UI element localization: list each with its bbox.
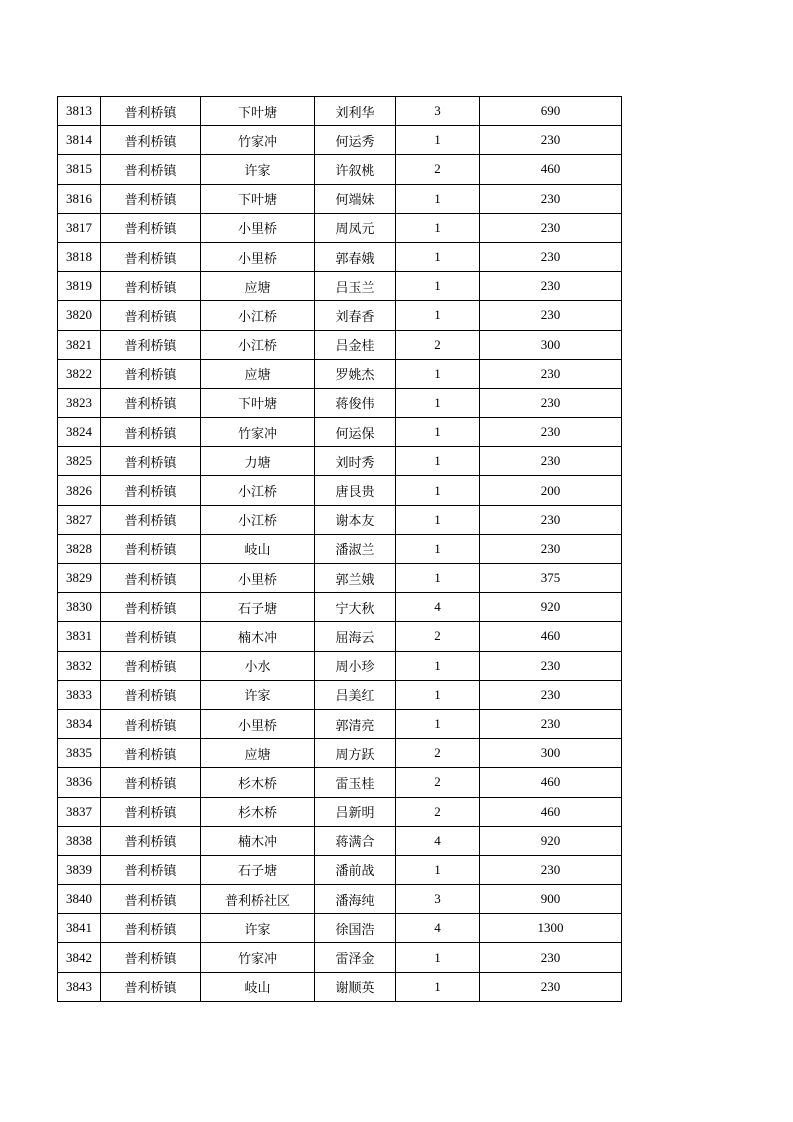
name-cell: 潘前战 [315,855,396,884]
amount-cell: 200 [480,476,622,505]
name-cell: 何运保 [315,418,396,447]
row-number-cell: 3833 [58,680,101,709]
table-row [58,213,622,242]
row-number-cell: 3834 [58,709,101,738]
table-row [58,797,622,826]
name-cell: 许叙桃 [315,155,396,184]
village-cell: 普利桥社区 [201,885,315,914]
amount-cell: 230 [480,272,622,301]
table-row [58,418,622,447]
name-cell: 屈海云 [315,622,396,651]
table-row [58,476,622,505]
row-number-cell: 3819 [58,272,101,301]
table-body [58,97,622,1002]
town-cell: 普利桥镇 [101,593,201,622]
name-cell: 罗姚杰 [315,359,396,388]
row-number-cell: 3831 [58,622,101,651]
row-number-cell: 3818 [58,242,101,271]
row-number-cell: 3836 [58,768,101,797]
table-row [58,564,622,593]
amount-cell: 460 [480,155,622,184]
town-cell: 普利桥镇 [101,564,201,593]
row-number-cell: 3843 [58,972,101,1001]
village-cell: 杉木桥 [201,797,315,826]
name-cell: 蒋俊伟 [315,388,396,417]
count-cell: 2 [396,768,480,797]
count-cell: 2 [396,622,480,651]
town-cell: 普利桥镇 [101,301,201,330]
name-cell: 何端妹 [315,184,396,213]
row-number-cell: 3827 [58,505,101,534]
name-cell: 刘春香 [315,301,396,330]
table-row [58,622,622,651]
amount-cell: 1300 [480,914,622,943]
name-cell: 雷玉桂 [315,768,396,797]
row-number-cell: 3824 [58,418,101,447]
row-number-cell: 3820 [58,301,101,330]
table-row [58,972,622,1001]
row-number-cell: 3840 [58,885,101,914]
table-row [58,301,622,330]
town-cell: 普利桥镇 [101,797,201,826]
village-cell: 小里桥 [201,242,315,271]
count-cell: 1 [396,505,480,534]
town-cell: 普利桥镇 [101,418,201,447]
village-cell: 力塘 [201,447,315,476]
row-number-cell: 3839 [58,855,101,884]
town-cell: 普利桥镇 [101,855,201,884]
town-cell: 普利桥镇 [101,739,201,768]
town-cell: 普利桥镇 [101,622,201,651]
table-row [58,242,622,271]
table-row [58,184,622,213]
table-row [58,855,622,884]
row-number-cell: 3826 [58,476,101,505]
town-cell: 普利桥镇 [101,330,201,359]
table-row [58,388,622,417]
row-number-cell: 3832 [58,651,101,680]
table-row [58,97,622,126]
count-cell: 1 [396,126,480,155]
amount-cell: 230 [480,418,622,447]
table-row [58,680,622,709]
count-cell: 3 [396,97,480,126]
amount-cell: 230 [480,855,622,884]
amount-cell: 230 [480,943,622,972]
village-cell: 岐山 [201,972,315,1001]
name-cell: 徐国浩 [315,914,396,943]
row-number-cell: 3816 [58,184,101,213]
town-cell: 普利桥镇 [101,826,201,855]
village-cell: 小江桥 [201,476,315,505]
town-cell: 普利桥镇 [101,242,201,271]
row-number-cell: 3837 [58,797,101,826]
count-cell: 1 [396,213,480,242]
town-cell: 普利桥镇 [101,388,201,417]
village-cell: 许家 [201,914,315,943]
amount-cell: 230 [480,505,622,534]
town-cell: 普利桥镇 [101,914,201,943]
count-cell: 2 [396,739,480,768]
amount-cell: 460 [480,797,622,826]
count-cell: 1 [396,709,480,738]
village-cell: 下叶塘 [201,184,315,213]
town-cell: 普利桥镇 [101,651,201,680]
row-number-cell: 3828 [58,534,101,563]
amount-cell: 690 [480,97,622,126]
count-cell: 1 [396,301,480,330]
amount-cell: 230 [480,184,622,213]
name-cell: 郭春娥 [315,242,396,271]
town-cell: 普利桥镇 [101,885,201,914]
row-number-cell: 3835 [58,739,101,768]
count-cell: 1 [396,943,480,972]
row-number-cell: 3817 [58,213,101,242]
row-number-cell: 3838 [58,826,101,855]
town-cell: 普利桥镇 [101,126,201,155]
table-row [58,272,622,301]
name-cell: 潘淑兰 [315,534,396,563]
row-number-cell: 3825 [58,447,101,476]
table-row [58,155,622,184]
town-cell: 普利桥镇 [101,943,201,972]
village-cell: 小里桥 [201,564,315,593]
row-number-cell: 3842 [58,943,101,972]
village-cell: 楠木冲 [201,622,315,651]
amount-cell: 230 [480,651,622,680]
table-row [58,534,622,563]
town-cell: 普利桥镇 [101,272,201,301]
town-cell: 普利桥镇 [101,447,201,476]
count-cell: 2 [396,155,480,184]
row-number-cell: 3821 [58,330,101,359]
table-row [58,126,622,155]
name-cell: 宁大秋 [315,593,396,622]
row-number-cell: 3823 [58,388,101,417]
town-cell: 普利桥镇 [101,768,201,797]
row-number-cell: 3830 [58,593,101,622]
village-cell: 竹家冲 [201,943,315,972]
village-cell: 竹家冲 [201,418,315,447]
amount-cell: 230 [480,359,622,388]
row-number-cell: 3829 [58,564,101,593]
name-cell: 周方跃 [315,739,396,768]
amount-cell: 230 [480,534,622,563]
count-cell: 4 [396,593,480,622]
name-cell: 何运秀 [315,126,396,155]
count-cell: 4 [396,914,480,943]
count-cell: 1 [396,534,480,563]
town-cell: 普利桥镇 [101,972,201,1001]
row-number-cell: 3815 [58,155,101,184]
amount-cell: 230 [480,242,622,271]
town-cell: 普利桥镇 [101,476,201,505]
table-row [58,943,622,972]
town-cell: 普利桥镇 [101,534,201,563]
count-cell: 1 [396,388,480,417]
amount-cell: 230 [480,680,622,709]
row-number-cell: 3813 [58,97,101,126]
table-row [58,447,622,476]
village-cell: 应塘 [201,739,315,768]
name-cell: 雷泽金 [315,943,396,972]
town-cell: 普利桥镇 [101,709,201,738]
amount-cell: 230 [480,388,622,417]
count-cell: 3 [396,885,480,914]
name-cell: 谢本友 [315,505,396,534]
village-cell: 小里桥 [201,213,315,242]
row-number-cell: 3814 [58,126,101,155]
amount-cell: 920 [480,593,622,622]
count-cell: 1 [396,184,480,213]
amount-cell: 460 [480,622,622,651]
row-number-cell: 3841 [58,914,101,943]
town-cell: 普利桥镇 [101,213,201,242]
town-cell: 普利桥镇 [101,505,201,534]
name-cell: 刘利华 [315,97,396,126]
town-cell: 普利桥镇 [101,680,201,709]
amount-cell: 300 [480,739,622,768]
amount-cell: 920 [480,826,622,855]
village-cell: 石子塘 [201,593,315,622]
town-cell: 普利桥镇 [101,359,201,388]
amount-cell: 375 [480,564,622,593]
village-cell: 小江桥 [201,330,315,359]
name-cell: 吕美红 [315,680,396,709]
village-cell: 下叶塘 [201,388,315,417]
village-cell: 下叶塘 [201,97,315,126]
name-cell: 谢顺英 [315,972,396,1001]
town-cell: 普利桥镇 [101,184,201,213]
name-cell: 周小珍 [315,651,396,680]
village-cell: 小江桥 [201,301,315,330]
count-cell: 4 [396,826,480,855]
count-cell: 1 [396,447,480,476]
count-cell: 1 [396,418,480,447]
town-cell: 普利桥镇 [101,97,201,126]
town-cell: 普利桥镇 [101,155,201,184]
table-row [58,505,622,534]
count-cell: 1 [396,272,480,301]
table-row [58,593,622,622]
table-row [58,739,622,768]
table-row [58,885,622,914]
count-cell: 1 [396,680,480,709]
name-cell: 郭兰娥 [315,564,396,593]
table-row [58,709,622,738]
count-cell: 1 [396,476,480,505]
count-cell: 2 [396,330,480,359]
amount-cell: 230 [480,301,622,330]
village-cell: 应塘 [201,359,315,388]
village-cell: 楠木冲 [201,826,315,855]
village-cell: 应塘 [201,272,315,301]
village-cell: 许家 [201,155,315,184]
amount-cell: 300 [480,330,622,359]
name-cell: 蒋满合 [315,826,396,855]
name-cell: 潘海纯 [315,885,396,914]
amount-cell: 230 [480,709,622,738]
count-cell: 1 [396,242,480,271]
amount-cell: 230 [480,126,622,155]
village-cell: 许家 [201,680,315,709]
table-row [58,651,622,680]
amount-cell: 230 [480,972,622,1001]
amount-cell: 230 [480,447,622,476]
name-cell: 刘时秀 [315,447,396,476]
count-cell: 2 [396,797,480,826]
amount-cell: 460 [480,768,622,797]
count-cell: 1 [396,651,480,680]
village-cell: 竹家冲 [201,126,315,155]
name-cell: 周凤元 [315,213,396,242]
name-cell: 吕金桂 [315,330,396,359]
name-cell: 唐艮贵 [315,476,396,505]
amount-cell: 230 [480,213,622,242]
table-row [58,768,622,797]
count-cell: 1 [396,359,480,388]
count-cell: 1 [396,564,480,593]
table-row [58,826,622,855]
data-table [57,96,622,1002]
name-cell: 吕玉兰 [315,272,396,301]
name-cell: 吕新明 [315,797,396,826]
row-number-cell: 3822 [58,359,101,388]
village-cell: 石子塘 [201,855,315,884]
amount-cell: 900 [480,885,622,914]
village-cell: 小水 [201,651,315,680]
table-row [58,914,622,943]
village-cell: 杉木桥 [201,768,315,797]
table-row [58,330,622,359]
table-row [58,359,622,388]
village-cell: 岐山 [201,534,315,563]
count-cell: 1 [396,972,480,1001]
count-cell: 1 [396,855,480,884]
village-cell: 小江桥 [201,505,315,534]
village-cell: 小里桥 [201,709,315,738]
name-cell: 郭清亮 [315,709,396,738]
